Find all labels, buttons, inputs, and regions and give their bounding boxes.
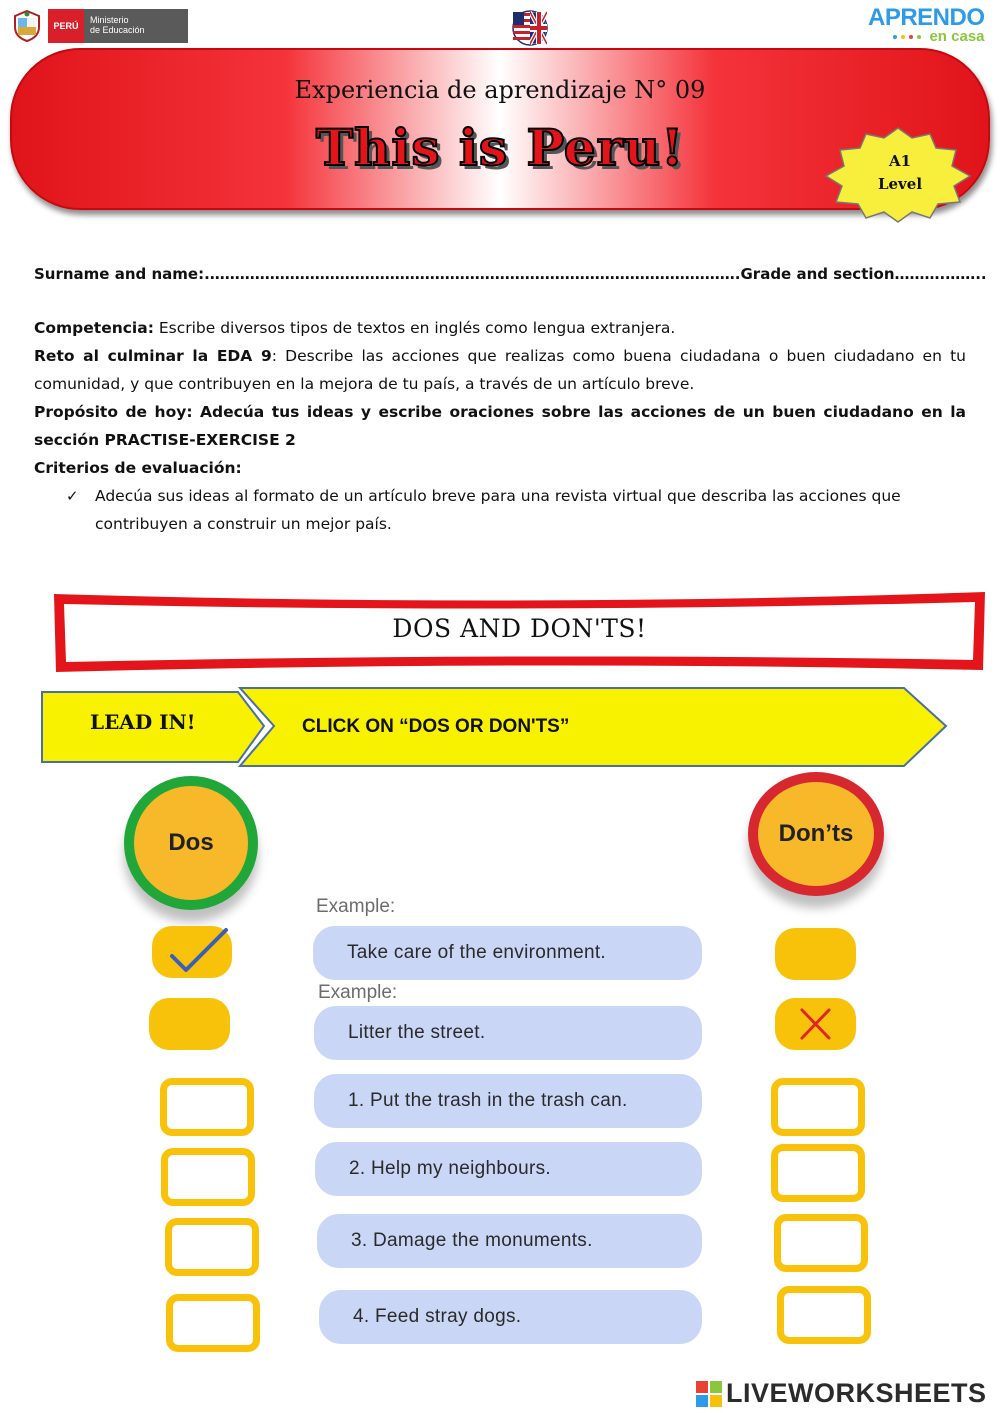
example-item-2-text: Litter the street.: [348, 1022, 486, 1043]
reto-text: : Describe las acciones que realizas como buena ciudadana o buen ciudadano en tu comunidad, y que contribuyen en la mejora de tu país, a través de un artículo breve.: [34, 347, 967, 393]
exercise-item-1-text: 1. Put the trash in the trash can.: [348, 1090, 628, 1111]
example-donts-empty: [775, 928, 856, 980]
example-item-1: [313, 926, 702, 980]
level-label: [840, 150, 960, 196]
level-word: Level: [877, 175, 923, 193]
dos-checkbox-4[interactable]: [166, 1294, 260, 1352]
liveworksheets-logo: [696, 1378, 987, 1409]
example-dos-empty: [149, 998, 230, 1050]
exercise-item-3: [317, 1214, 702, 1268]
peru-coat-of-arms-icon: [12, 9, 42, 43]
cross-icon: [775, 998, 856, 1050]
surname-blank[interactable]: .…………………………………………………………………………………………….: [204, 265, 741, 283]
page-title: This is Peru!: [315, 118, 685, 177]
dos-header-label: Dos: [168, 829, 214, 856]
donts-checkbox-3[interactable]: [774, 1214, 868, 1272]
criterios-label: Criterios de evaluación:: [34, 459, 242, 477]
student-info-line: [34, 260, 987, 288]
example-donts-answer: [775, 998, 856, 1050]
example-label: Example:: [316, 896, 396, 917]
donts-checkbox-2[interactable]: [771, 1144, 865, 1202]
experience-number: Experiencia de aprendizaje N° 09: [294, 76, 706, 104]
reto-label: Reto al culminar la EDA 9: [34, 347, 272, 365]
ministry-logo: [12, 8, 188, 44]
brand-dots: [893, 35, 921, 39]
section-title: DOS AND DON'TS!: [392, 614, 647, 643]
dos-checkbox-3[interactable]: [165, 1218, 259, 1276]
brand-sub: en casa: [929, 28, 985, 45]
exercise-item-2: [315, 1142, 702, 1196]
competencia-text: Escribe diversos tipos de textos en inglés como lengua extranjera.: [153, 319, 676, 337]
grade-blank[interactable]: ……….…….: [894, 265, 981, 283]
exercise-item-4: [319, 1290, 702, 1344]
exercise-item-3-text: 3. Damage the monuments.: [351, 1230, 593, 1251]
dos-checkbox-1[interactable]: [160, 1078, 254, 1136]
example-item-2: [314, 1006, 702, 1060]
ministry-label: [84, 9, 188, 43]
example-dos-answer: [152, 926, 232, 978]
footer-brand: LIVEWORKSHEETS: [726, 1378, 987, 1408]
donts-header-circle: [748, 772, 884, 896]
ministry-line-2: de Educación: [90, 25, 145, 35]
surname-label: Surname and name:: [34, 265, 205, 283]
dos-checkbox-2[interactable]: [161, 1148, 255, 1206]
competencia-label: Competencia:: [34, 319, 154, 337]
brand-main: APRENDO: [868, 4, 985, 31]
grade-label: Grade and section: [740, 265, 895, 283]
us-uk-flags-icon: [505, 6, 555, 46]
exercise-item-2-text: 2. Help my neighbours.: [349, 1158, 551, 1179]
exercise-item-4-text: 4. Feed stray dogs.: [353, 1306, 522, 1327]
reto-paragraph: [34, 342, 966, 398]
example-item-1-text: Take care of the environment.: [347, 942, 607, 963]
donts-checkbox-4[interactable]: [777, 1286, 871, 1344]
liveworksheets-icon: [696, 1381, 722, 1407]
aprendo-en-casa-logo: [868, 6, 985, 44]
level-code: A1: [888, 152, 912, 170]
dos-header-circle: [124, 776, 258, 910]
checkmark-bullet-icon: ✓: [66, 487, 79, 505]
criterio-item: Adecúa sus ideas al formato de un artículo breve para una revista virtual que describa las acciones que contribuyen a construir un mejor país.: [95, 487, 901, 533]
proposito-paragraph: Propósito de hoy: Adecúa tus ideas y escribe oraciones sobre las acciones de un buen ciudadano en la sección PRACTISE-EXERCISE 2: [34, 403, 966, 449]
lead-in-label: LEAD IN!: [90, 710, 196, 734]
ministry-line-1: Ministerio: [90, 15, 129, 25]
checkmark-icon: [152, 926, 232, 978]
example-label: Example:: [318, 982, 398, 1003]
donts-header-label: Don’ts: [778, 820, 854, 847]
line-end: .: [980, 265, 987, 283]
donts-checkbox-1[interactable]: [771, 1078, 865, 1136]
peru-label: PERÚ: [48, 9, 84, 43]
lead-in-instruction: CLICK ON “DOS OR DON'TS”: [302, 716, 570, 737]
exercise-item-1: [314, 1074, 702, 1128]
competencia-paragraph: [34, 314, 966, 342]
brand-sub-row: [868, 30, 985, 44]
